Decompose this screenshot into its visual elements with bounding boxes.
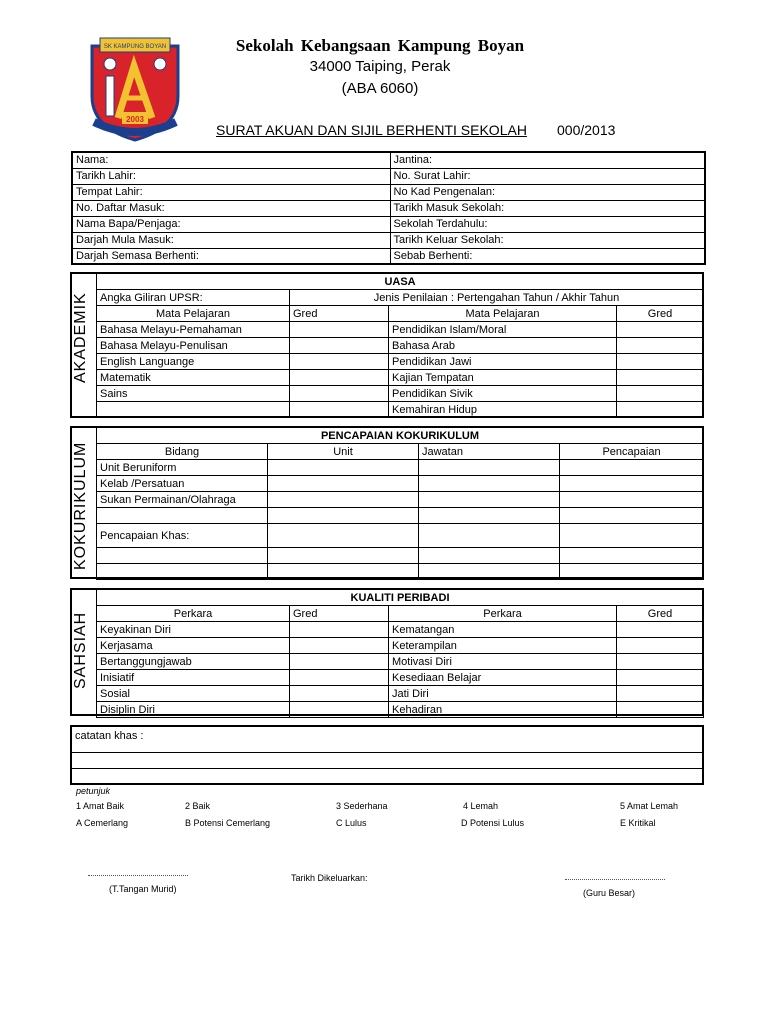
table-row bbox=[97, 638, 704, 654]
guru-besar-signature-line[interactable] bbox=[565, 879, 665, 880]
grade-cell[interactable] bbox=[617, 322, 704, 338]
bidang-cell bbox=[97, 564, 268, 580]
col-unit: Unit bbox=[268, 444, 419, 460]
legend-item: 1 Amat Baik bbox=[76, 801, 125, 811]
jawatan-cell[interactable] bbox=[419, 508, 560, 524]
perkara-cell: Kesediaan Belajar bbox=[389, 670, 617, 686]
grade-cell[interactable] bbox=[617, 622, 704, 638]
grade-cell[interactable] bbox=[290, 370, 389, 386]
table-row bbox=[72, 232, 705, 248]
uasa-title: UASA bbox=[97, 274, 704, 290]
subject-cell: Sains bbox=[97, 386, 290, 402]
legend-item: 4 Lemah bbox=[463, 801, 499, 811]
grade-cell[interactable] bbox=[617, 686, 704, 702]
grade-cell[interactable] bbox=[290, 402, 389, 418]
catatan-line[interactable] bbox=[71, 768, 703, 784]
personal-details-table bbox=[71, 151, 706, 265]
grade-cell[interactable] bbox=[290, 338, 389, 354]
guru-besar-signature-label: (Guru Besar) bbox=[583, 888, 636, 898]
perkara-cell: Kerjasama bbox=[97, 638, 290, 654]
catatan-table bbox=[70, 725, 704, 785]
grade-cell[interactable] bbox=[617, 402, 704, 418]
table-row bbox=[97, 386, 704, 402]
legend-item: A Cemerlang bbox=[76, 818, 129, 828]
legend-item: 5 Amat Lemah bbox=[620, 801, 679, 811]
legend-item: E Kritikal bbox=[620, 818, 656, 828]
legend-item: D Potensi Lulus bbox=[461, 818, 525, 828]
subject-cell: Matematik bbox=[97, 370, 290, 386]
col-gred: Gred bbox=[290, 606, 389, 622]
legend-item: 2 Baik bbox=[185, 801, 211, 811]
kokurikulum-side-label: KOKURIKULUM bbox=[72, 441, 89, 570]
perkara-cell: Jati Diri bbox=[389, 686, 617, 702]
murid-signature-label: (T.Tangan Murid) bbox=[109, 884, 177, 894]
field-no-kad-pengenalan[interactable]: No Kad Pengenalan: bbox=[390, 184, 705, 200]
perkara-cell: Motivasi Diri bbox=[389, 654, 617, 670]
col-pencapaian: Pencapaian bbox=[560, 444, 704, 460]
perkara-cell: Kematangan bbox=[389, 622, 617, 638]
logo-top-text: SK KAMPUNG BOYAN bbox=[103, 44, 167, 50]
table-row bbox=[97, 492, 704, 508]
table-row bbox=[97, 354, 704, 370]
grade-cell[interactable] bbox=[617, 654, 704, 670]
catatan-khas-label[interactable]: catatan khas : bbox=[71, 726, 703, 752]
pencapaian-cell[interactable] bbox=[560, 508, 704, 524]
field-jantina[interactable]: Jantina: bbox=[390, 152, 705, 168]
address-line-1: 34000 Taiping, Perak bbox=[309, 58, 451, 75]
bidang-cell: Sukan Permainan/Olahraga bbox=[97, 492, 268, 508]
kokurikulum-table bbox=[96, 427, 704, 580]
pencapaian-cell[interactable] bbox=[560, 524, 704, 548]
subject-cell: Bahasa Arab bbox=[389, 338, 617, 354]
jawatan-cell[interactable] bbox=[419, 476, 560, 492]
table-row bbox=[97, 548, 704, 564]
document-title: SURAT AKUAN DAN SIJIL BERHENTI SEKOLAH bbox=[216, 122, 527, 138]
subject-cell: Pendidikan Islam/Moral bbox=[389, 322, 617, 338]
pencapaian-cell[interactable] bbox=[560, 548, 704, 564]
field-nama-bapa[interactable]: Nama Bapa/Penjaga: bbox=[72, 216, 390, 232]
table-row bbox=[72, 248, 705, 264]
unit-cell[interactable] bbox=[268, 460, 419, 476]
grade-cell[interactable] bbox=[290, 322, 389, 338]
col-mata-pelajaran: Mata Pelajaran bbox=[389, 306, 617, 322]
jawatan-cell[interactable] bbox=[419, 524, 560, 548]
field-tempat-lahir[interactable]: Tempat Lahir: bbox=[72, 184, 390, 200]
school-name: Sekolah Kebangsaan Kampung Boyan bbox=[235, 36, 525, 55]
bidang-cell: Kelab /Persatuan bbox=[97, 476, 268, 492]
perkara-cell: Keterampilan bbox=[389, 638, 617, 654]
jawatan-cell[interactable] bbox=[419, 548, 560, 564]
table-row bbox=[97, 476, 704, 492]
angka-giliran-label[interactable]: Angka Giliran UPSR: bbox=[97, 290, 290, 306]
table-row bbox=[97, 702, 704, 718]
field-tarikh-masuk-sekolah[interactable]: Tarikh Masuk Sekolah: bbox=[390, 200, 705, 216]
bidang-cell bbox=[97, 548, 268, 564]
grade-cell[interactable] bbox=[617, 702, 704, 718]
field-nama[interactable]: Nama: bbox=[72, 152, 390, 168]
sahsiah-side-label: SAHSIAH bbox=[72, 611, 89, 689]
akademik-side-label: AKADEMIK bbox=[72, 292, 89, 383]
col-gred: Gred bbox=[617, 606, 704, 622]
table-row bbox=[72, 184, 705, 200]
unit-cell[interactable] bbox=[268, 524, 419, 548]
table-row bbox=[97, 670, 704, 686]
table-row bbox=[97, 338, 704, 354]
pencapaian-cell[interactable] bbox=[560, 476, 704, 492]
legend-item: 3 Sederhana bbox=[336, 801, 388, 811]
address-line-2: (ABA 6060) bbox=[341, 80, 419, 97]
grade-cell[interactable] bbox=[617, 386, 704, 402]
school-logo bbox=[88, 36, 182, 142]
grade-cell[interactable] bbox=[617, 638, 704, 654]
unit-cell[interactable] bbox=[268, 548, 419, 564]
kualiti-peribadi-title: KUALITI PERIBADI bbox=[97, 590, 704, 606]
subject-cell bbox=[97, 402, 290, 418]
field-tarikh-keluar[interactable]: Tarikh Keluar Sekolah: bbox=[390, 232, 705, 248]
table-row bbox=[97, 622, 704, 638]
unit-cell[interactable] bbox=[268, 508, 419, 524]
col-gred: Gred bbox=[617, 306, 704, 322]
pencapaian-cell[interactable] bbox=[560, 460, 704, 476]
jawatan-cell[interactable] bbox=[419, 492, 560, 508]
jawatan-cell[interactable] bbox=[419, 564, 560, 580]
table-row bbox=[97, 402, 704, 418]
grade-cell[interactable] bbox=[290, 622, 389, 638]
col-perkara: Perkara bbox=[389, 606, 617, 622]
field-no-surat-lahir[interactable]: No. Surat Lahir: bbox=[390, 168, 705, 184]
grade-cell[interactable] bbox=[617, 670, 704, 686]
subject-cell: Kemahiran Hidup bbox=[389, 402, 617, 418]
table-row bbox=[72, 200, 705, 216]
unit-cell[interactable] bbox=[268, 564, 419, 580]
table-row bbox=[97, 524, 704, 548]
legend-item: C Lulus bbox=[336, 818, 367, 828]
kokurikulum-title: PENCAPAIAN KOKURIKULUM bbox=[97, 428, 704, 444]
table-row bbox=[97, 322, 704, 338]
grade-cell[interactable] bbox=[617, 370, 704, 386]
table-row bbox=[97, 686, 704, 702]
subject-cell: Pendidikan Jawi bbox=[389, 354, 617, 370]
pencapaian-cell[interactable] bbox=[560, 492, 704, 508]
col-gred: Gred bbox=[290, 306, 389, 322]
grade-cell[interactable] bbox=[290, 386, 389, 402]
perkara-cell: Sosial bbox=[97, 686, 290, 702]
field-darjah-mula[interactable]: Darjah Mula Masuk: bbox=[72, 232, 390, 248]
legend-item: B Potensi Cemerlang bbox=[185, 818, 271, 828]
tarikh-dikeluarkan-label: Tarikh Dikeluarkan: bbox=[291, 873, 368, 883]
grade-cell[interactable] bbox=[290, 670, 389, 686]
subject-cell: Bahasa Melayu-Penulisan bbox=[97, 338, 290, 354]
table-row bbox=[97, 654, 704, 670]
sahsiah-table bbox=[96, 589, 704, 718]
perkara-cell: Inisiatif bbox=[97, 670, 290, 686]
grade-cell[interactable] bbox=[290, 702, 389, 718]
subject-cell: Pendidikan Sivik bbox=[389, 386, 617, 402]
pencapaian-cell[interactable] bbox=[560, 564, 704, 580]
perkara-cell: Kehadiran bbox=[389, 702, 617, 718]
field-sekolah-terdahulu[interactable]: Sekolah Terdahulu: bbox=[390, 216, 705, 232]
murid-signature-line[interactable] bbox=[88, 875, 188, 876]
subject-cell: Bahasa Melayu-Pemahaman bbox=[97, 322, 290, 338]
perkara-cell: Keyakinan Diri bbox=[97, 622, 290, 638]
field-darjah-berhenti[interactable]: Darjah Semasa Berhenti: bbox=[72, 248, 390, 264]
table-row bbox=[72, 152, 705, 168]
jenis-penilaian-label: Jenis Penilaian : Pertengahan Tahun / Akhir Tahun bbox=[290, 290, 704, 306]
subject-cell: English Languange bbox=[97, 354, 290, 370]
grade-cell[interactable] bbox=[290, 654, 389, 670]
grade-cell[interactable] bbox=[290, 638, 389, 654]
document-number: 000/2013 bbox=[557, 122, 616, 138]
field-tarikh-lahir[interactable]: Tarikh Lahir: bbox=[72, 168, 390, 184]
akademik-table bbox=[96, 273, 704, 418]
col-jawatan: Jawatan bbox=[419, 444, 560, 460]
pencapaian-khas-label: Pencapaian Khas: bbox=[97, 524, 268, 548]
catatan-line[interactable] bbox=[71, 752, 703, 768]
table-row bbox=[97, 564, 704, 580]
bidang-cell bbox=[97, 508, 268, 524]
jawatan-cell[interactable] bbox=[419, 460, 560, 476]
subject-cell: Kajian Tempatan bbox=[389, 370, 617, 386]
grade-cell[interactable] bbox=[617, 338, 704, 354]
grade-cell[interactable] bbox=[290, 354, 389, 370]
table-row bbox=[97, 370, 704, 386]
col-perkara: Perkara bbox=[97, 606, 290, 622]
table-row bbox=[72, 216, 705, 232]
logo-year: 2003 bbox=[126, 115, 144, 124]
unit-cell[interactable] bbox=[268, 492, 419, 508]
perkara-cell: Bertanggungjawab bbox=[97, 654, 290, 670]
col-mata-pelajaran: Mata Pelajaran bbox=[97, 306, 290, 322]
field-sebab-berhenti[interactable]: Sebab Berhenti: bbox=[390, 248, 705, 264]
col-bidang: Bidang bbox=[97, 444, 268, 460]
unit-cell[interactable] bbox=[268, 476, 419, 492]
field-no-daftar-masuk[interactable]: No. Daftar Masuk: bbox=[72, 200, 390, 216]
grade-cell[interactable] bbox=[290, 686, 389, 702]
bidang-cell: Unit Beruniform bbox=[97, 460, 268, 476]
perkara-cell: Disiplin Diri bbox=[97, 702, 290, 718]
table-row bbox=[72, 168, 705, 184]
grade-cell[interactable] bbox=[617, 354, 704, 370]
table-row bbox=[97, 508, 704, 524]
table-row bbox=[97, 460, 704, 476]
petunjuk-title: petunjuk bbox=[76, 786, 111, 796]
